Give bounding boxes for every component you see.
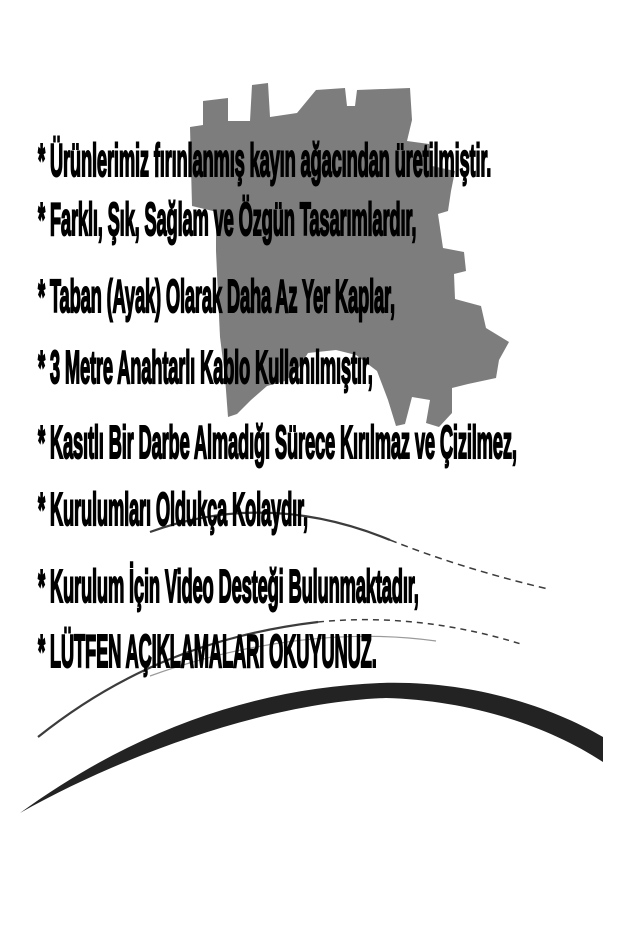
feature-line-4: * 3 Metre Anahtarlı Kablo Kullanılmıştır, — [38, 341, 373, 393]
feature-line-2: * Farklı, Şık, Sağlam ve Özgün Tasarımlardır, — [38, 193, 417, 245]
feature-line-8: * LÜTFEN AÇIKLAMALARI OKUYUNUZ. — [38, 625, 377, 677]
feature-line-1: * Ürünlerimiz fırınlanmış kayın ağacından üretilmiştir. — [38, 134, 492, 186]
feature-line-5: * Kasıtlı Bir Darbe Almadığı Sürece Kırılmaz ve Çizilmez, — [38, 416, 517, 468]
feature-line-7: * Kurulum İçin Video Desteği Bulunmaktadır, — [38, 560, 419, 612]
feature-line-3: * Taban (Ayak) Olarak Daha Az Yer Kaplar, — [38, 270, 395, 322]
swoosh-arc — [20, 683, 603, 813]
feature-line-6: * Kurulumları Oldukça Kolaydır, — [38, 483, 308, 535]
